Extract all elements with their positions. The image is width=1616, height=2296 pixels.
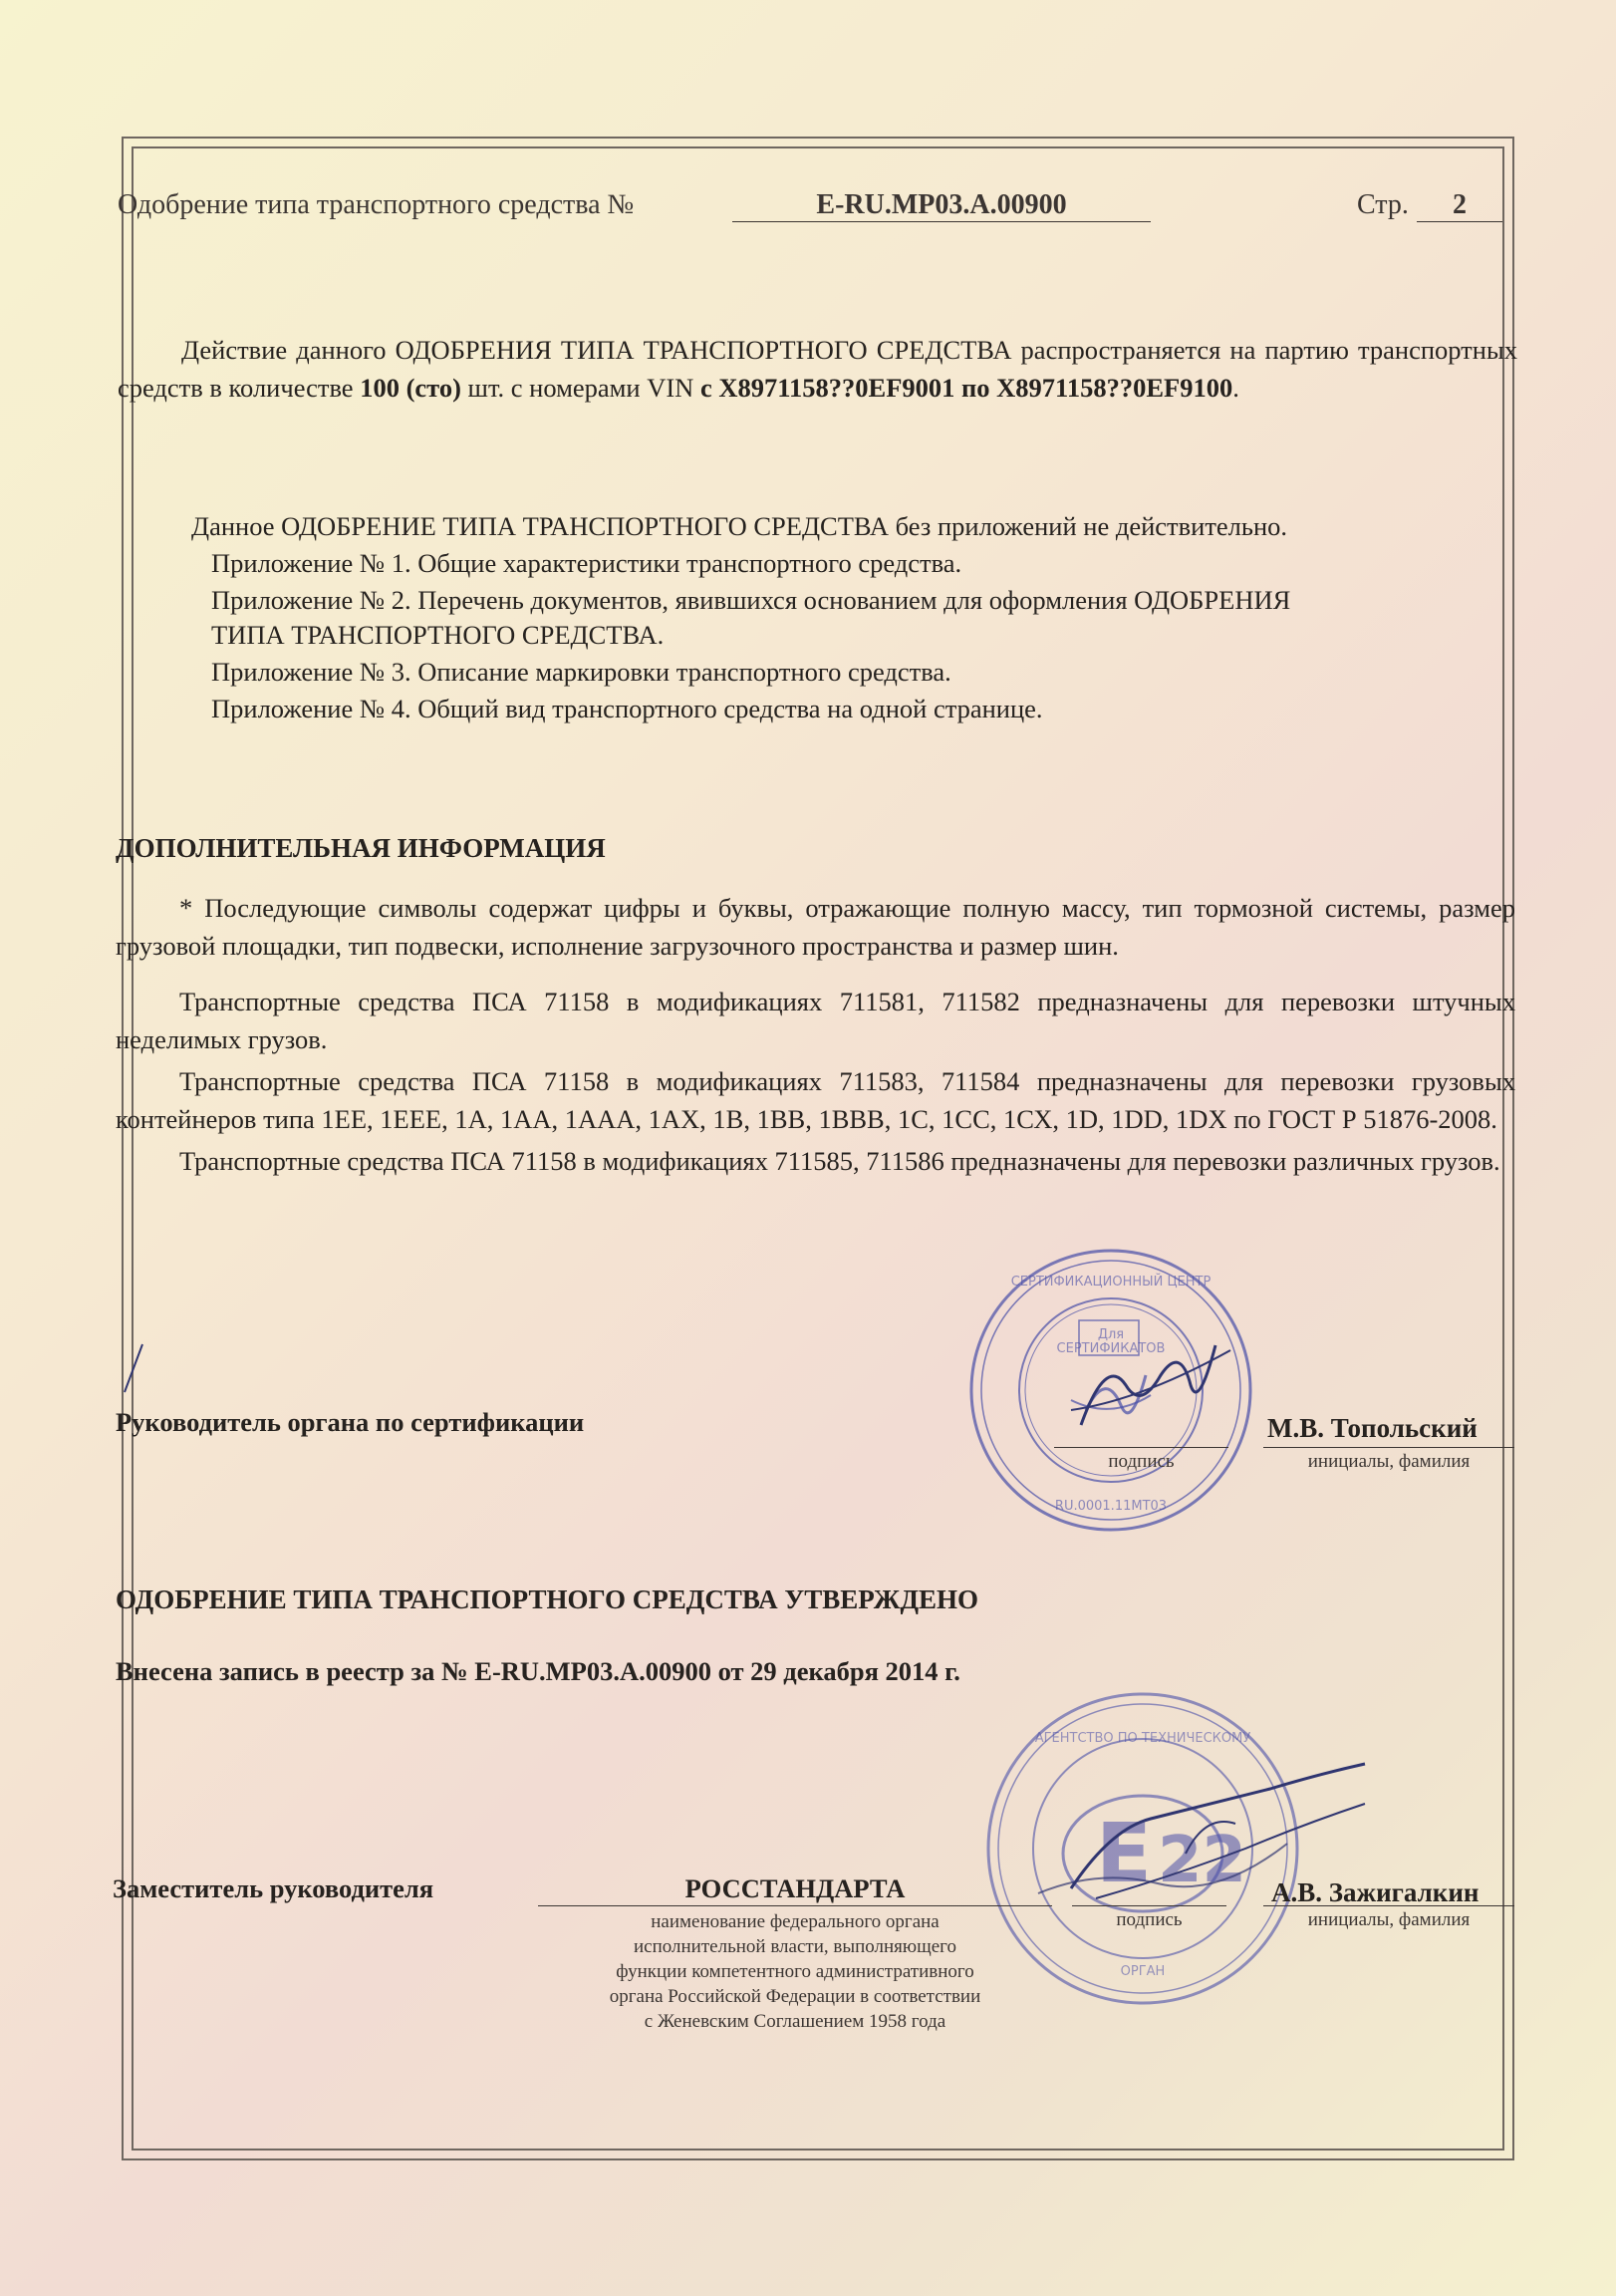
- signature2-org: РОССТАНДАРТА: [684, 1873, 906, 1903]
- page-label: Стр.: [1357, 189, 1409, 220]
- vin-from-label: с: [699, 373, 712, 403]
- registry-entry: Внесена запись в реестр за № E-RU.MP03.A.00900 от 29 декабря 2014 г.: [116, 1656, 960, 1686]
- svg-text:Для: Для: [1097, 1327, 1125, 1342]
- annex-intro: Данное ОДОБРЕНИЕ ТИПА ТРАНСПОРТНОГО СРЕДСТВА без приложений не действительно.: [191, 511, 1288, 541]
- signature1-line: [1054, 1447, 1228, 1448]
- annex-2: Приложение № 2. Перечень документов, явившихся основанием для оформления ОДОБРЕНИЯ: [211, 585, 1291, 615]
- header-number-wrap: [732, 189, 1151, 222]
- svg-text:22: 22: [1158, 1824, 1247, 1897]
- signature2-name-line: [1263, 1905, 1514, 1906]
- additional-p2: Транспортные средства ПСА 71158 в модификациях 711581, 711582 предназначены для перевозки штучных неделимых грузов.: [116, 987, 1515, 1054]
- scope-quantity: 100 (сто): [360, 373, 461, 403]
- signature1-role: Руководитель органа по сертификации: [116, 1407, 585, 1437]
- signature2-line: [1072, 1905, 1226, 1906]
- org-caption-line-1: наименование федерального органа: [651, 1911, 940, 1932]
- annex-1: Приложение № 1. Общие характеристики транспортного средства.: [211, 548, 962, 578]
- scope-text-1: Действие данного ОДОБРЕНИЯ ТИПА ТРАНСПОРТНОГО СРЕДСТВА распространяется на партию транспортных средств в количестве: [118, 335, 1517, 403]
- svg-text:ОРГАН: ОРГАН: [1120, 1964, 1166, 1979]
- signature1-name-line: [1263, 1447, 1514, 1448]
- signature2-sign-caption: подпись: [1116, 1909, 1183, 1930]
- additional-heading: ДОПОЛНИТЕЛЬНАЯ ИНФОРМАЦИЯ: [116, 833, 606, 863]
- annex-4: Приложение № 4. Общий вид транспортного средства на одной странице.: [211, 694, 1043, 723]
- additional-p4: Транспортные средства ПСА 71158 в модификациях 711585, 711586 предназначены для перевозки различных грузов.: [179, 1146, 1500, 1176]
- svg-text:СЕРТИФИКАЦИОННЫЙ ЦЕНТР: СЕРТИФИКАЦИОННЫЙ ЦЕНТР: [1010, 1275, 1212, 1290]
- svg-text:СЕРТИФИКАТОВ: СЕРТИФИКАТОВ: [1056, 1341, 1166, 1356]
- signature1-sign-caption: подпись: [1108, 1451, 1175, 1472]
- svg-text:E: E: [1096, 1807, 1153, 1901]
- scope-text-end: .: [1232, 373, 1239, 403]
- signature2-name-caption: инициалы, фамилия: [1307, 1909, 1471, 1930]
- svg-text:RU.0001.11МТ03: RU.0001.11МТ03: [1054, 1499, 1168, 1514]
- signature1-name-caption: инициалы, фамилия: [1307, 1451, 1471, 1472]
- svg-text:АГЕНТСТВО ПО ТЕХНИЧЕСКОМУ: АГЕНТСТВО ПО ТЕХНИЧЕСКОМУ: [1034, 1731, 1251, 1746]
- signature1-name: М.В. Топольский: [1267, 1413, 1478, 1443]
- signature-mark-1: [115, 1340, 154, 1400]
- signature-1: [1061, 1330, 1240, 1450]
- scope-text-2: шт. с номерами VIN: [467, 373, 694, 403]
- approved-heading: ОДОБРЕНИЕ ТИПА ТРАНСПОРТНОГО СРЕДСТВА УТВЕРЖДЕНО: [116, 1584, 979, 1614]
- org-caption-line-4: органа Российской Федерации в соответствии: [609, 1986, 981, 2007]
- signature2-name: А.В. Зажигалкин: [1271, 1877, 1480, 1907]
- header-label: Одобрение типа транспортного средства №: [118, 189, 635, 220]
- page-number-wrap: [1417, 189, 1502, 222]
- vin-from: X8971158??0EF9001: [718, 373, 955, 403]
- page-number: 2: [1417, 189, 1502, 222]
- additional-p3: Транспортные средства ПСА 71158 в модификациях 711583, 711584 предназначены для перевозки грузовых контейнеров типа 1ЕЕ, 1ЕЕЕ, 1А, 1АА, 1ААА, 1АХ, 1В, 1ВВ, 1ВВВ, 1С, 1СС, 1СХ, 1D, 1DD, 1DX по ГОСТ Р 51876-2008.: [116, 1066, 1515, 1134]
- vin-to-label: по: [961, 373, 990, 403]
- signature2-role: Заместитель руководителя: [113, 1873, 434, 1903]
- vin-to: X8971158??0EF9100: [996, 373, 1233, 403]
- org-caption-line-2: исполнительной власти, выполняющего: [634, 1936, 956, 1957]
- signature2-org-caption: [538, 1909, 1052, 2034]
- org-caption-line-3: функции компетентного административного: [616, 1961, 974, 1982]
- additional-paragraphs: [116, 889, 1515, 1180]
- additional-p1: * Последующие символы содержат цифры и буквы, отражающие полную массу, тип тормозной системы, размер грузовой площадки, тип подвески, исполнение загрузочного пространства и размер шин.: [116, 893, 1515, 961]
- approval-number: E-RU.MP03.A.00900: [732, 189, 1151, 222]
- signature2-org-line: [538, 1905, 1052, 1906]
- annex-2-cont: ТИПА ТРАНСПОРТНОГО СРЕДСТВА.: [211, 620, 665, 650]
- org-caption-line-5: с Женевским Соглашением 1958 года: [644, 2011, 946, 2032]
- annex-3: Приложение № 3. Описание маркировки транспортного средства.: [211, 657, 951, 687]
- scope-paragraph: [118, 331, 1517, 407]
